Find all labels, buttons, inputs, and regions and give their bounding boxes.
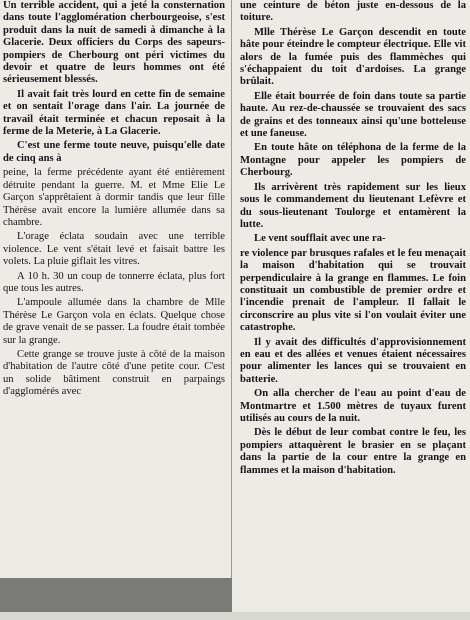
article-column-left	[3, 0, 225, 401]
scan-bottom-edge	[0, 612, 470, 620]
article-paragraph: En toute hâte on téléphona de la ferme de la Montagne pour appeler les pompiers de Cherbourg.	[240, 142, 466, 179]
article-paragraph: Elle était bourrée de foin dans toute sa partie haute. Au rez-de-chaussée se trouvaient des sacs de grains et des tonneaux ainsi qu'une botteleuse et une faneuse.	[240, 90, 466, 140]
column-divider	[231, 0, 232, 620]
article-paragraph: Dès le début de leur combat contre le feu, les pompiers attaquèrent le brasier en se plaçant dans la partie de la cour entre la grange en flammes et la maison d'habitation.	[240, 427, 466, 476]
article-paragraph: Il y avait des difficultés d'approvisionnement en eau et des allées et venues étaient nécessaires pour alimenter les lances qui se trouvaient en batterie.	[240, 336, 466, 385]
article-paragraph: Mlle Thérèse Le Garçon descendit en toute hâte pour éteindre le compteur électrique. Elle vit alors de la fumée puis des flammèches qui s'échappaient du toit d'ardoises. La grange brûlait.	[240, 26, 466, 88]
article-lead-paragraph: Un terrible accident, qui a jeté la consternation dans toute l'agglomération cherbourgeoise, s'est produit dans la nuit de samedi à dimanche à la Glacerie. Deux officiers du Corps des sapeurs-pompiers de Cherbourg ont péri victimes du devoir et quatre de leurs hommes ont été sérieusement blessés.	[3, 0, 225, 86]
article-paragraph: Le vent soufflait avec une ra-	[254, 233, 386, 245]
article-paragraph: C'est une ferme toute neuve, puisqu'elle date de cinq ans à	[3, 140, 225, 164]
article-paragraph: A 10 h. 30 un coup de tonnerre éclata, plus fort que tous les autres.	[3, 270, 225, 294]
article-paragraph: Il avait fait très lourd en cette fin de semaine et on sentait l'orage dans l'air. La journée de travail était terminée et chacun reposait à la ferme de la Meterie, à La Glacerie.	[3, 88, 225, 138]
article-paragraph: L'ampoule allumée dans la chambre de Mlle Thérèse Le Garçon vola en éclats. Quelque chose de grave venait de se passer. La foudre était tombée sur la grange.	[3, 297, 225, 346]
article-paragraph: re violence par brusques rafales et le feu menaçait la maison d'habitation qui se trouvait perpendiculaire à la grange en flammes. Le foin constituait un combustible de premier ordre et l'incendie prenait de l'ampleur. Il fallait le circonscrire au plus vite si l'on voulait éviter une catastrophe.	[240, 247, 466, 334]
article-paragraph: L'orage éclata soudain avec une terrible violence. Le vent s'était levé et faisait battre les volets. La pluie giflait les vitres.	[3, 231, 225, 268]
article-paragraph: On alla chercher de l'eau au point d'eau de Montmartre et 1.500 mètres de tuyaux furent utilisés au cours de la nuit.	[240, 388, 466, 424]
article-paragraph: Ils arrivèrent très rapidement sur les lieux sous le commandement du lieutenant Lefèvre et du sous-lieutenant Toulorge et entamèrent la lutte.	[240, 181, 466, 230]
article-paragraph: une ceinture de béton juste en-dessous de la toiture.	[240, 0, 466, 24]
article-column-right	[240, 0, 466, 479]
article-paragraph: Cette grange se trouve juste à côté de la maison d'habitation de l'autre côté d'une petite cour. C'est un solide bâtiment construit en parpaings d'agglomérés avec	[3, 348, 225, 398]
article-paragraph: peine, la ferme précédente ayant été entièrement détruite pendant la guerre. M. et Mme Elie Le Garçon s'apprêtaient à dormir tandis que leur fille Thérèse avait encore la lumière allumée dans sa chambre.	[3, 167, 225, 228]
